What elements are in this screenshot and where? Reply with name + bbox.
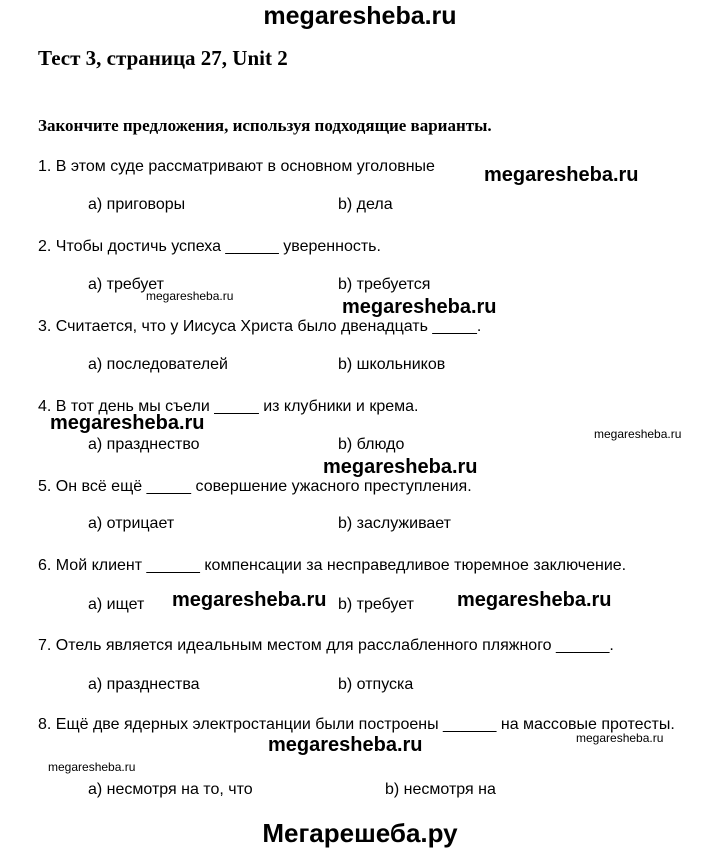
watermark: megaresheba.ru	[50, 412, 205, 434]
watermark: megaresheba.ru	[172, 589, 327, 611]
footer-watermark: Мегарешеба.ру	[262, 818, 458, 848]
question-1: 1. В этом суде рассматривают в основном уголовные	[38, 158, 435, 175]
watermark-small: megaresheba.ru	[146, 289, 234, 303]
question-8: 8. Ещё две ядерных электростанции были построены ______ на массовые протесты.	[38, 716, 675, 733]
option-7a: а) празднества	[88, 676, 200, 693]
question-2: 2. Чтобы достичь успеха ______ уверенность.	[38, 238, 381, 255]
option-3b: b) школьников	[338, 356, 446, 373]
option-4b: b) блюдо	[338, 436, 405, 453]
option-8a: а) несмотря на то, что	[88, 781, 253, 798]
question-6: 6. Мой клиент ______ компенсации за несправедливое тюремное заключение.	[38, 557, 627, 574]
option-2a: а) требует	[88, 276, 164, 293]
question-3: 3. Считается, что у Иисуса Христа было двенадцать _____.	[38, 318, 482, 335]
question-5: 5. Он всё ещё _____ совершение ужасного преступления.	[38, 478, 472, 495]
watermark: megaresheba.ru	[484, 164, 639, 186]
option-5a: а) отрицает	[88, 515, 175, 532]
option-4a: а) празднество	[88, 436, 200, 453]
watermark-small: megaresheba.ru	[594, 427, 682, 441]
header-watermark: megaresheba.ru	[263, 2, 457, 30]
option-6a: а) ищет	[88, 596, 145, 613]
option-1a: а) приговоры	[88, 196, 186, 213]
option-8b: b) несмотря на	[385, 781, 496, 798]
watermark-small: megaresheba.ru	[576, 731, 664, 745]
watermark: megaresheba.ru	[323, 456, 478, 478]
option-3a: а) последователей	[88, 356, 228, 373]
watermark-small: megaresheba.ru	[48, 760, 136, 774]
option-5b: b) заслуживает	[338, 515, 451, 532]
option-2b: b) требуется	[338, 276, 431, 293]
question-7: 7. Отель является идеальным местом для расслабленного пляжного ______.	[38, 637, 614, 654]
option-7b: b) отпуска	[338, 676, 414, 693]
page-title: Тест 3, страница 27, Unit 2	[38, 46, 288, 70]
option-6b: b) требует	[338, 596, 414, 613]
watermark: megaresheba.ru	[457, 589, 612, 611]
instruction: Закончите предложения, используя подходящие варианты.	[38, 116, 492, 135]
watermark: megaresheba.ru	[268, 734, 423, 756]
question-4: 4. В тот день мы съели _____ из клубники и крема.	[38, 398, 419, 415]
option-1b: b) дела	[338, 196, 393, 213]
watermark: megaresheba.ru	[342, 296, 497, 318]
